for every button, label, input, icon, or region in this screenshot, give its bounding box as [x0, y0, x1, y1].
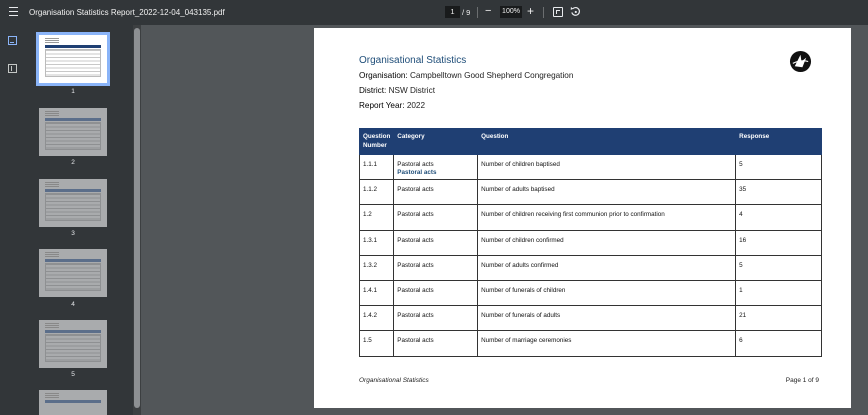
district-value: NSW District: [388, 86, 435, 95]
rotate-icon[interactable]: [570, 6, 581, 17]
question-number: 1.4.1: [360, 280, 394, 305]
thumb-table-rows: [45, 193, 101, 221]
question: Number of adults confirmed: [478, 255, 736, 280]
footer-title: Organisational Statistics: [359, 377, 429, 384]
document-title: Organisation Statistics Report_2022-12-04_043135.pdf: [29, 8, 225, 17]
category: Pastoral acts: [394, 331, 478, 356]
thumb-table-header: [45, 118, 101, 121]
table-row: [360, 230, 822, 255]
sidebar-rail: [0, 25, 25, 415]
thumbnail-label: 2: [71, 159, 75, 166]
pdf-page: [314, 28, 851, 408]
question-number: 1.1.1: [360, 155, 394, 180]
page-heading: Organisational Statistics: [359, 55, 467, 66]
table-row: [360, 180, 822, 205]
question-number: 1.3.1: [360, 230, 394, 255]
question-number: 1.4.2: [360, 306, 394, 331]
thumb-header-lines: [45, 111, 59, 116]
district-line: [359, 86, 435, 95]
thumbnail-label: 3: [71, 230, 75, 237]
table-row: [360, 255, 822, 280]
response: 35: [736, 180, 822, 205]
footer-page-number: Page 1 of 9: [785, 377, 819, 384]
response: 5: [736, 255, 822, 280]
district-label: District:: [359, 86, 387, 95]
thumbnail-label: 4: [71, 301, 75, 308]
question: Number of funerals of adults: [478, 306, 736, 331]
question: Number of children confirmed: [478, 230, 736, 255]
question: Number of marriage ceremonies: [478, 331, 736, 356]
question: Number of children receiving first communion prior to confirmation: [478, 205, 736, 230]
report-year-label: Report Year:: [359, 101, 405, 110]
thumbnail-label: 1: [71, 88, 75, 95]
page-total: / 9: [462, 8, 471, 17]
thumb-header-lines: [45, 393, 59, 398]
page-thumbnail-3[interactable]: [39, 179, 107, 227]
zoom-in-button[interactable]: +: [527, 4, 535, 18]
organisation-value: Campbelltown Good Shepherd Congregation: [409, 71, 574, 80]
page-number-input[interactable]: 1: [445, 6, 460, 18]
page-thumbnail-2[interactable]: [39, 108, 107, 156]
thumb-table-header: [45, 259, 101, 262]
organisation-logo-icon: [789, 50, 812, 73]
table-row: [360, 280, 822, 305]
document-outline-icon[interactable]: [8, 64, 17, 73]
column-header: Category: [394, 129, 478, 155]
report-year-value: 2022: [406, 101, 426, 110]
category: Pastoral acts: [394, 255, 478, 280]
column-header: Question: [478, 129, 736, 155]
category: Pastoral acts: [394, 180, 478, 205]
thumb-header-lines: [45, 323, 59, 328]
question: Number of children baptised: [478, 155, 736, 180]
category-sub: Pastoral acts: [397, 169, 437, 176]
menu-icon[interactable]: [9, 7, 18, 17]
thumb-header-lines: [45, 38, 59, 43]
question: Number of adults baptised: [478, 180, 736, 205]
table-row: [360, 155, 822, 180]
category: Pastoral acts: [397, 161, 434, 168]
thumb-table-rows: [45, 334, 101, 362]
table-row: [360, 306, 822, 331]
toolbar-divider: [477, 7, 478, 18]
page-thumbnail-1[interactable]: [39, 35, 107, 83]
fit-to-page-icon[interactable]: [553, 7, 563, 17]
column-header: Question Number: [360, 129, 394, 155]
page-thumbnail-4[interactable]: [39, 249, 107, 297]
response: 5: [736, 155, 822, 180]
thumbnail-label: 5: [71, 371, 75, 378]
thumb-table-rows: [45, 263, 101, 291]
response: 21: [736, 306, 822, 331]
response: 16: [736, 230, 822, 255]
thumb-header-lines: [45, 252, 59, 257]
thumb-table-header: [45, 330, 101, 333]
thumb-header-lines: [45, 182, 59, 187]
question: Number of funerals of children: [478, 280, 736, 305]
thumbnail-scrollbar[interactable]: [134, 28, 140, 408]
page-thumbnail-6[interactable]: [39, 390, 107, 415]
organisation-label: Organisation:: [359, 71, 408, 80]
category: Pastoral acts: [394, 230, 478, 255]
page-thumbnail-5[interactable]: [39, 320, 107, 368]
response: 6: [736, 331, 822, 356]
zoom-level-input[interactable]: 100%: [500, 6, 522, 18]
report-year-line: [359, 101, 425, 110]
question-number: 1.5: [360, 331, 394, 356]
category: Pastoral acts: [394, 280, 478, 305]
thumb-table-header: [45, 189, 101, 192]
table-row: [360, 331, 822, 356]
category: Pastoral acts: [394, 306, 478, 331]
thumb-table-header: [45, 400, 101, 403]
thumb-table-header: [45, 45, 101, 48]
thumb-table-rows: [45, 122, 101, 150]
statistics-table: [359, 128, 822, 357]
thumbnails-icon[interactable]: [8, 36, 17, 45]
thumbnail-pane: [25, 25, 133, 415]
response: 4: [736, 205, 822, 230]
question-number: 1.3.2: [360, 255, 394, 280]
question-number: 1.2: [360, 205, 394, 230]
pdf-toolbar: [0, 0, 868, 25]
question-number: 1.1.2: [360, 180, 394, 205]
thumb-table-rows: [45, 49, 101, 77]
category: Pastoral acts: [394, 205, 478, 230]
organisation-line: [359, 71, 573, 80]
zoom-out-button[interactable]: −: [485, 5, 492, 17]
column-header: Response: [736, 129, 822, 155]
category-cell: [394, 155, 478, 180]
response: 1: [736, 280, 822, 305]
toolbar-divider: [543, 7, 544, 18]
table-header-row: [360, 129, 822, 155]
table-row: [360, 205, 822, 230]
